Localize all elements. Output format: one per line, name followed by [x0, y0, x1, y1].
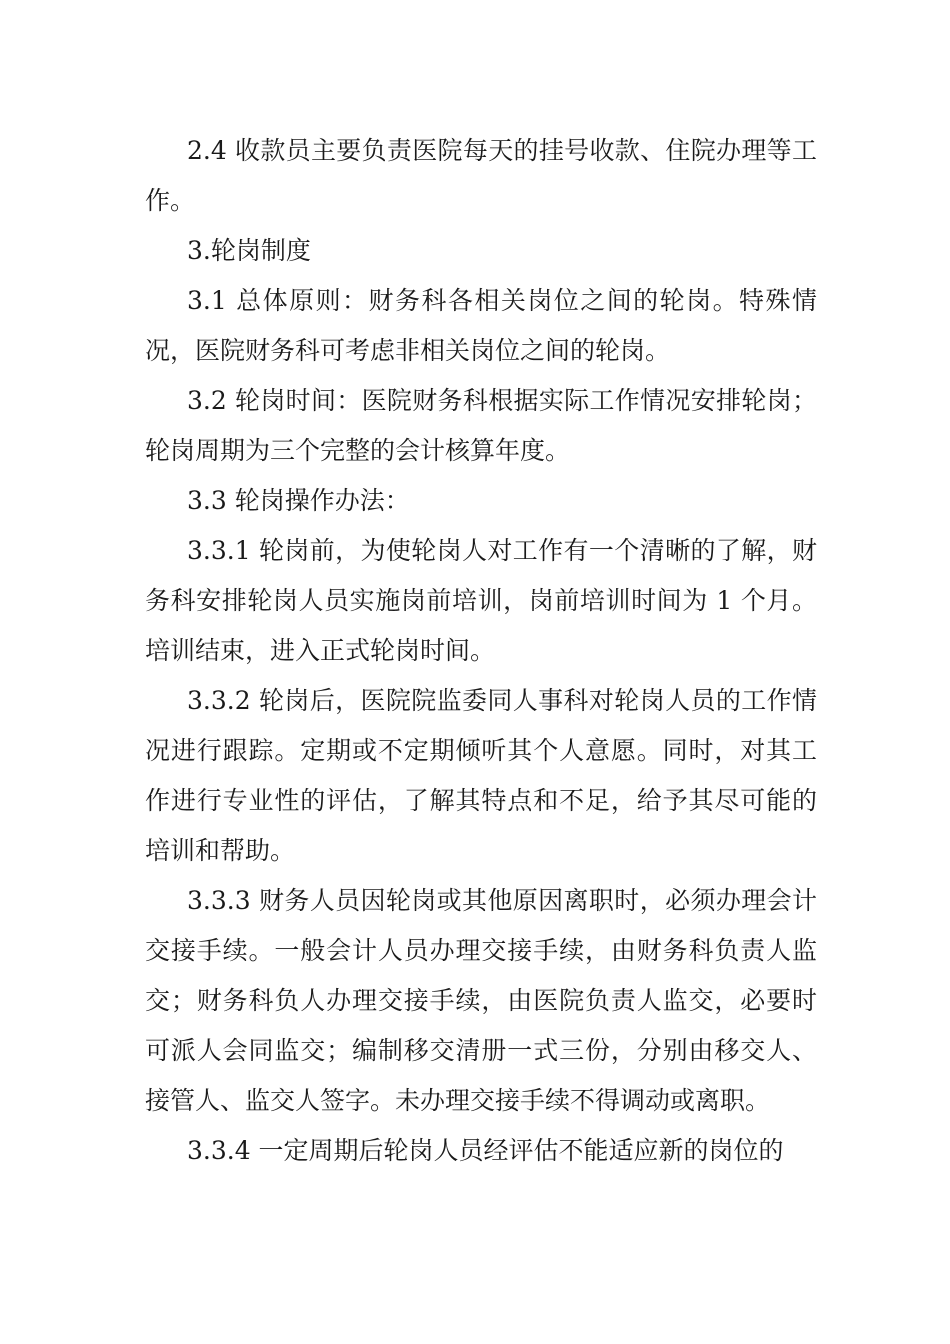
paragraph-3-1: 3.1 总体原则：财务科各相关岗位之间的轮岗。特殊情况，医院财务科可考虑非相关岗位之间的轮岗。	[145, 286, 817, 365]
paragraph-2-4: 2.4 收款员主要负责医院每天的挂号收款、住院办理等工作。	[145, 136, 817, 215]
document-body	[145, 126, 817, 1176]
paragraph-3-3-4: 3.3.4 一定周期后轮岗人员经评估不能适应新的岗位的	[187, 1136, 784, 1165]
paragraph-3-3-3: 3.3.3 财务人员因轮岗或其他原因离职时，必须办理会计交接手续。一般会计人员办理交接手续，由财务科负责人监交；财务科负人办理交接手续，由医院负责人监交，必要时可派人会同监交；编制移交清册一式三份，分别由移交人、接管人、监交人签字。未办理交接手续不得调动或离职。	[145, 886, 817, 1115]
paragraph-3-3: 3.3 轮岗操作办法：	[187, 486, 410, 515]
paragraph-3-3-1: 3.3.1 轮岗前，为使轮岗人对工作有一个清晰的了解，财务科安排轮岗人员实施岗前培训，岗前培训时间为 1 个月。培训结束，进入正式轮岗时间。	[145, 536, 817, 665]
paragraph-3-2: 3.2 轮岗时间：医院财务科根据实际工作情况安排轮岗；轮岗周期为三个完整的会计核算年度。	[145, 386, 817, 465]
heading-rotation-system: 3.轮岗制度	[187, 236, 311, 265]
paragraph-3-3-2: 3.3.2 轮岗后，医院院监委同人事科对轮岗人员的工作情况进行跟踪。定期或不定期倾听其个人意愿。同时，对其工作进行专业性的评估，了解其特点和不足，给予其尽可能的培训和帮助。	[145, 686, 817, 865]
